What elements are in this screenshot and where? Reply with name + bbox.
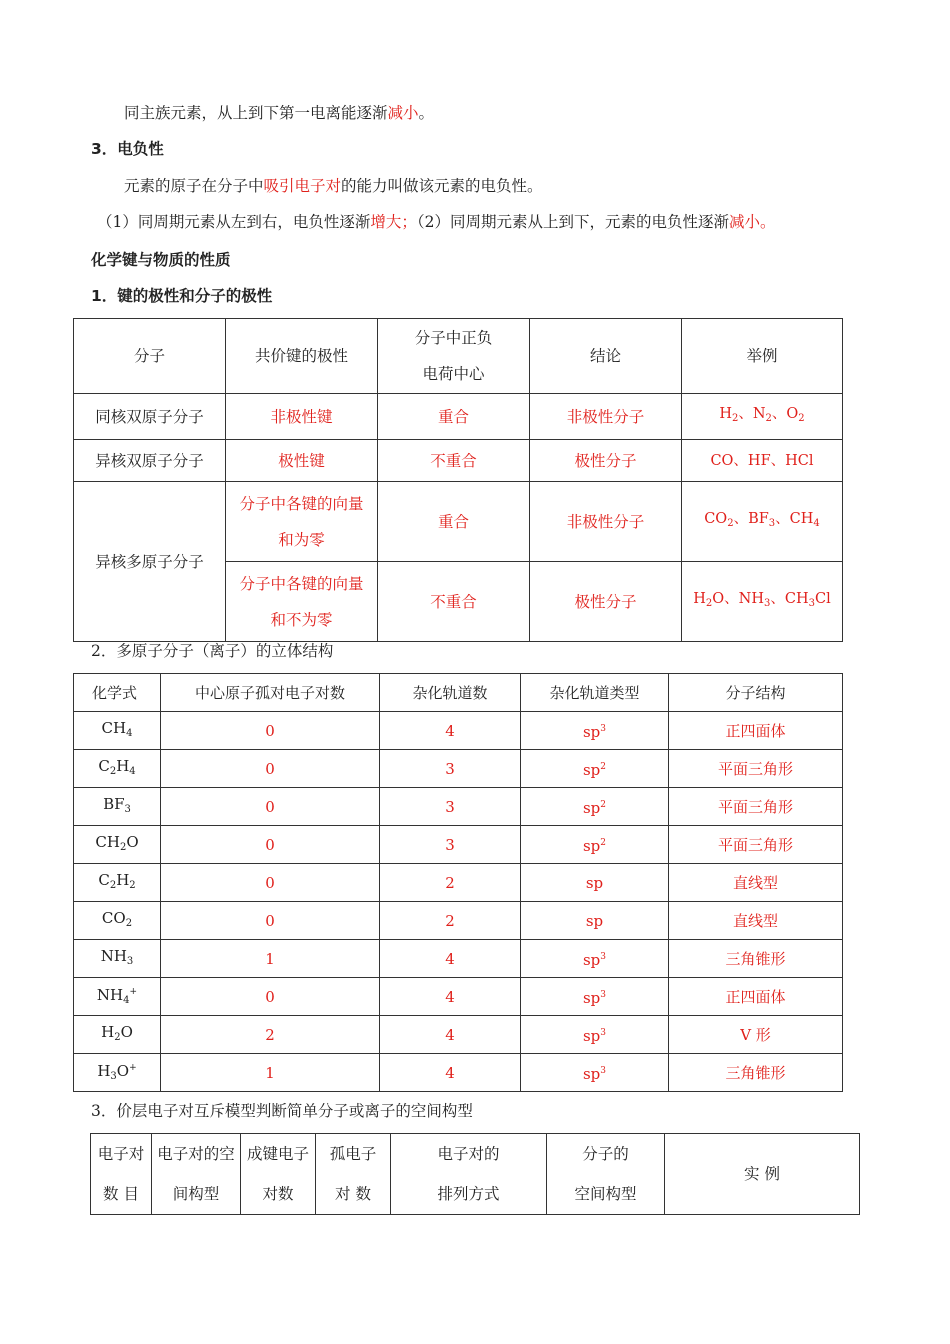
hybrid-sup: 3 [600,952,607,962]
header-shape: 分子结构 [669,674,843,712]
table-header-row [74,674,843,712]
header-line2: 排列方式 [437,1185,500,1203]
cell-formula [74,978,161,1016]
formula-atom: Cl [815,591,831,607]
formula-sub: 2 [114,1031,121,1043]
rule-1-text: （1）同周期元素从左到右，电负性逐渐 [97,213,371,231]
cell-lone-pairs: 1 [161,940,380,978]
table-row [74,978,843,1016]
cell-center: 不重合 [378,440,530,482]
hybrid-base: sp [582,1065,601,1083]
cell-lone-pairs: 0 [161,902,380,940]
cell-lone-pairs: 0 [161,978,380,1016]
cell-orbitals: 4 [380,1054,521,1092]
formula-sep: 、 [738,406,753,422]
formula-sep: 、 [771,406,787,422]
cell-hybrid-type [521,864,669,902]
cell-orbitals: 3 [380,826,521,864]
formula-atom: C [101,908,114,927]
formula-sub: 2 [109,879,117,891]
cell-type: 异核双原子分子 [74,440,226,482]
cell-orbitals: 3 [380,750,521,788]
formula-atom: H [795,591,809,607]
cell-hybrid-type [521,750,669,788]
table-row [74,826,843,864]
cell-type: 同核双原子分子 [74,394,226,440]
hybrid-base: sp [582,951,601,969]
header-line2: 间构型 [172,1185,220,1203]
formula-sub: 2 [798,413,805,424]
cell-shape: V 形 [669,1016,843,1054]
section-heading-electronegativity: 3．电负性 [91,140,164,158]
cell-shape: 平面三角形 [669,826,843,864]
table-row [74,864,843,902]
header-examples: 实 例 [665,1134,860,1215]
cell-bond [226,482,378,562]
cell-shape: 直线型 [669,902,843,940]
table-row [74,750,843,788]
header-line2: 空间构型 [574,1185,637,1203]
cell-lone-pairs: 1 [161,1054,380,1092]
cell-conclusion: 非极性分子 [530,394,682,440]
cell-shape: 平面三角形 [669,788,843,826]
header-line1: 电子对的空 [157,1145,235,1163]
cell-conclusion: 极性分子 [530,562,682,642]
table-row [74,788,843,826]
formula-atom: C [789,511,801,527]
formula-atom: H [719,406,732,422]
hybrid-sup: 3 [600,990,607,1000]
definition-text-end: 的能力叫做该元素的电负性。 [341,177,543,195]
cell-shape: 直线型 [669,864,843,902]
formula-atom: H [106,832,120,851]
cell-formula [74,826,161,864]
hybrid-sup: 3 [600,1066,607,1076]
cell-formula [74,750,161,788]
formula-atom: O [116,1062,130,1080]
formula-atom: H [97,1062,111,1080]
formula-sub: 3 [126,955,134,967]
formula-atom: N [100,946,114,965]
cell-hybrid-type [521,978,669,1016]
header-line2: 对 数 [335,1185,371,1203]
hybrid-base: sp [582,1027,601,1045]
formula-atom: C [101,718,113,737]
intro-text: 同主族元素，从上到下第一电离能逐渐 [124,104,388,122]
hybrid-sup: 3 [600,1028,607,1038]
cell-orbitals: 3 [380,788,521,826]
intro-period: 。 [418,104,435,122]
header-conclusion: 结论 [530,319,682,394]
cell-lone-pairs: 0 [161,864,380,902]
formula-atom: O [786,406,799,422]
definition-text: 元素的原子在分子中 [124,177,264,195]
hybrid-sup: 2 [600,762,607,772]
header-molecule: 分子 [74,319,226,394]
cell-lone-pairs: 2 [161,1016,380,1054]
formula-atom: N [96,986,111,1004]
formula-sub: 3 [768,518,776,529]
formula-sub: 2 [119,841,127,853]
hybrid-base: sp [585,911,604,930]
formula-atom: H [101,1022,115,1041]
cell-formula [74,902,161,940]
cell-orbitals: 2 [380,864,521,902]
table-row [74,1054,843,1092]
hybrid-sup: 2 [600,800,607,810]
formula-atom: H [113,946,127,965]
cell-shape: 三角锥形 [669,940,843,978]
cell-bond: 极性键 [226,440,378,482]
cell-bond [226,562,378,642]
header-formula: 化学式 [74,674,161,712]
formula-atom: H [800,511,814,527]
formula-atom: C [95,832,107,851]
cell-bond-line1: 分子中各键的向量 [239,574,364,593]
formula-atom: B [748,511,759,527]
cell-shape: 正四面体 [669,978,843,1016]
table-header-row [74,319,843,394]
formula-sep: 、 [770,591,785,607]
hybrid-sup: 2 [600,838,607,848]
header-arrangement [391,1134,547,1215]
formula-atom: C [704,511,716,527]
cell-formula [74,712,161,750]
cell-orbitals: 4 [380,940,521,978]
electronegativity-rules [97,210,776,232]
header-molecular-shape [547,1134,665,1215]
rule-1-highlight: 增大； [370,213,417,231]
cell-conclusion: 非极性分子 [530,482,682,562]
cell-conclusion: 极性分子 [530,440,682,482]
hybridization-table [73,673,843,1092]
formula-sub: 2 [705,598,713,609]
header-line1: 分子的 [582,1145,629,1163]
table-row [74,394,843,440]
formula-sub: 2 [765,413,772,424]
formula-sep: 、 [724,591,739,607]
cell-formula [74,1016,161,1054]
formula-sep: 、 [775,511,790,527]
cell-center: 重合 [378,482,530,562]
header-line1: 电子对的 [437,1145,500,1163]
formula-atom: C [98,870,110,889]
hybrid-base: sp [582,723,601,741]
header-example: 举例 [682,319,843,394]
formula-charge: + [129,1063,137,1073]
cell-shape: 正四面体 [669,712,843,750]
cell-hybrid-type [521,1054,669,1092]
header-charge-center-line1: 分子中正负 [414,329,493,347]
hybrid-base: sp [582,799,601,817]
cell-example [682,394,843,440]
formula-sep: 、 [733,511,749,527]
formula-sub: 4 [123,995,130,1006]
formula-atom: H [751,591,764,607]
cell-shape: 平面三角形 [669,750,843,788]
hybrid-base: sp [582,989,601,1007]
header-hybrid-type: 杂化轨道类型 [521,674,669,712]
header-line1: 成键电子 [246,1145,309,1163]
cell-shape: 三角锥形 [669,1054,843,1092]
table-row [74,482,843,562]
header-bond-polarity: 共价键的极性 [226,319,378,394]
cell-orbitals: 4 [380,712,521,750]
formula-atom: O [712,591,725,607]
table-row [74,902,843,940]
rule-2-text: （2）同周期元素从上到下，元素的电负性逐渐 [416,213,730,231]
cell-lone-pairs: 0 [161,788,380,826]
formula-atom: C [784,591,796,607]
header-bonding-pairs [241,1134,316,1215]
formula-sub: 3 [110,1071,117,1082]
cell-example: CO、HF、HCl [682,440,843,482]
formula-sub: 2 [731,413,739,424]
table-row [74,712,843,750]
cell-formula [74,1054,161,1092]
formula-atom: H [693,591,706,607]
cell-example [682,562,843,642]
formula-atom: C [98,756,110,775]
table-row [74,440,843,482]
formula-atom: O [113,908,126,927]
header-line1: 电子对 [97,1145,145,1163]
cell-lone-pairs: 0 [161,712,380,750]
cell-orbitals: 4 [380,978,521,1016]
header-charge-center [378,319,530,394]
electronegativity-definition [124,174,543,196]
formula-atom: N [738,591,752,607]
formula-atom: H [116,756,130,775]
table-header-row [91,1134,860,1215]
rule-2-highlight: 减小。 [729,213,776,231]
formula-atom: B [103,794,115,813]
header-orbitals: 杂化轨道数 [380,674,521,712]
formula-atom: H [113,718,127,737]
chem-bond-heading: 化学键与物质的性质 [91,251,231,269]
formula-sub: 4 [813,518,820,529]
formula-sub: 3 [808,598,816,609]
hybrid-base: sp [582,761,601,779]
cell-center: 不重合 [378,562,530,642]
intro-highlight: 减小 [387,104,419,122]
formula-atom: F [758,511,769,527]
vsepr-table [90,1133,860,1215]
header-pair-count [91,1134,152,1215]
cell-type: 异核多原子分子 [74,482,226,642]
polarity-table [73,318,843,642]
cell-example [682,482,843,562]
cell-orbitals: 4 [380,1016,521,1054]
structure-heading: 2．多原子分子（离子）的立体结构 [91,642,334,660]
header-lone-pairs [316,1134,391,1215]
formula-sub: 3 [124,803,131,815]
formula-atom: F [114,794,125,813]
cell-hybrid-type [521,940,669,978]
formula-atom: O [126,832,139,851]
header-pair-geometry [152,1134,241,1215]
cell-formula [74,864,161,902]
cell-formula [74,940,161,978]
cell-hybrid-type [521,826,669,864]
table-row [74,1016,843,1054]
cell-bond: 非极性键 [226,394,378,440]
formula-sub: 4 [126,727,133,739]
cell-orbitals: 2 [380,902,521,940]
cell-lone-pairs: 0 [161,826,380,864]
formula-charge: + [129,987,138,997]
hybrid-sup: 3 [600,724,607,734]
formula-atom: H [116,870,130,889]
header-charge-center-line2: 电荷中心 [422,365,485,383]
formula-sub: 2 [125,917,133,929]
formula-sub: 2 [109,765,117,777]
vsepr-heading: 3．价层电子对互斥模型判断简单分子或离子的空间构型 [91,1102,473,1120]
header-line2: 对数 [262,1185,294,1203]
cell-bond-line1: 分子中各键的向量 [239,494,364,513]
formula-sub: 2 [727,518,734,529]
cell-lone-pairs: 0 [161,750,380,788]
cell-bond-line2: 和为零 [278,530,325,549]
cell-bond-line2: 和不为零 [270,610,333,629]
header-line1: 孤电子 [329,1145,377,1163]
definition-highlight: 吸引电子对 [263,177,342,195]
cell-formula [74,788,161,826]
cell-hybrid-type [521,788,669,826]
formula-sub: 3 [764,598,771,609]
formula-atom: H [110,986,124,1004]
cell-hybrid-type [521,1016,669,1054]
formula-atom: O [715,511,728,527]
header-line2: 数 目 [103,1185,139,1203]
formula-atom: N [752,406,766,422]
cell-hybrid-type [521,902,669,940]
header-lone-pairs: 中心原子孤对电子对数 [161,674,380,712]
bond-polarity-heading: 1．键的极性和分子的极性 [91,287,273,305]
formula-atom: O [120,1022,133,1041]
cell-hybrid-type [521,712,669,750]
intro-line [124,101,434,123]
cell-center: 重合 [378,394,530,440]
hybrid-base: sp [585,873,604,892]
formula-sub: 2 [129,879,136,891]
table-row [74,940,843,978]
hybrid-base: sp [582,837,601,855]
formula-sub: 4 [129,765,136,777]
